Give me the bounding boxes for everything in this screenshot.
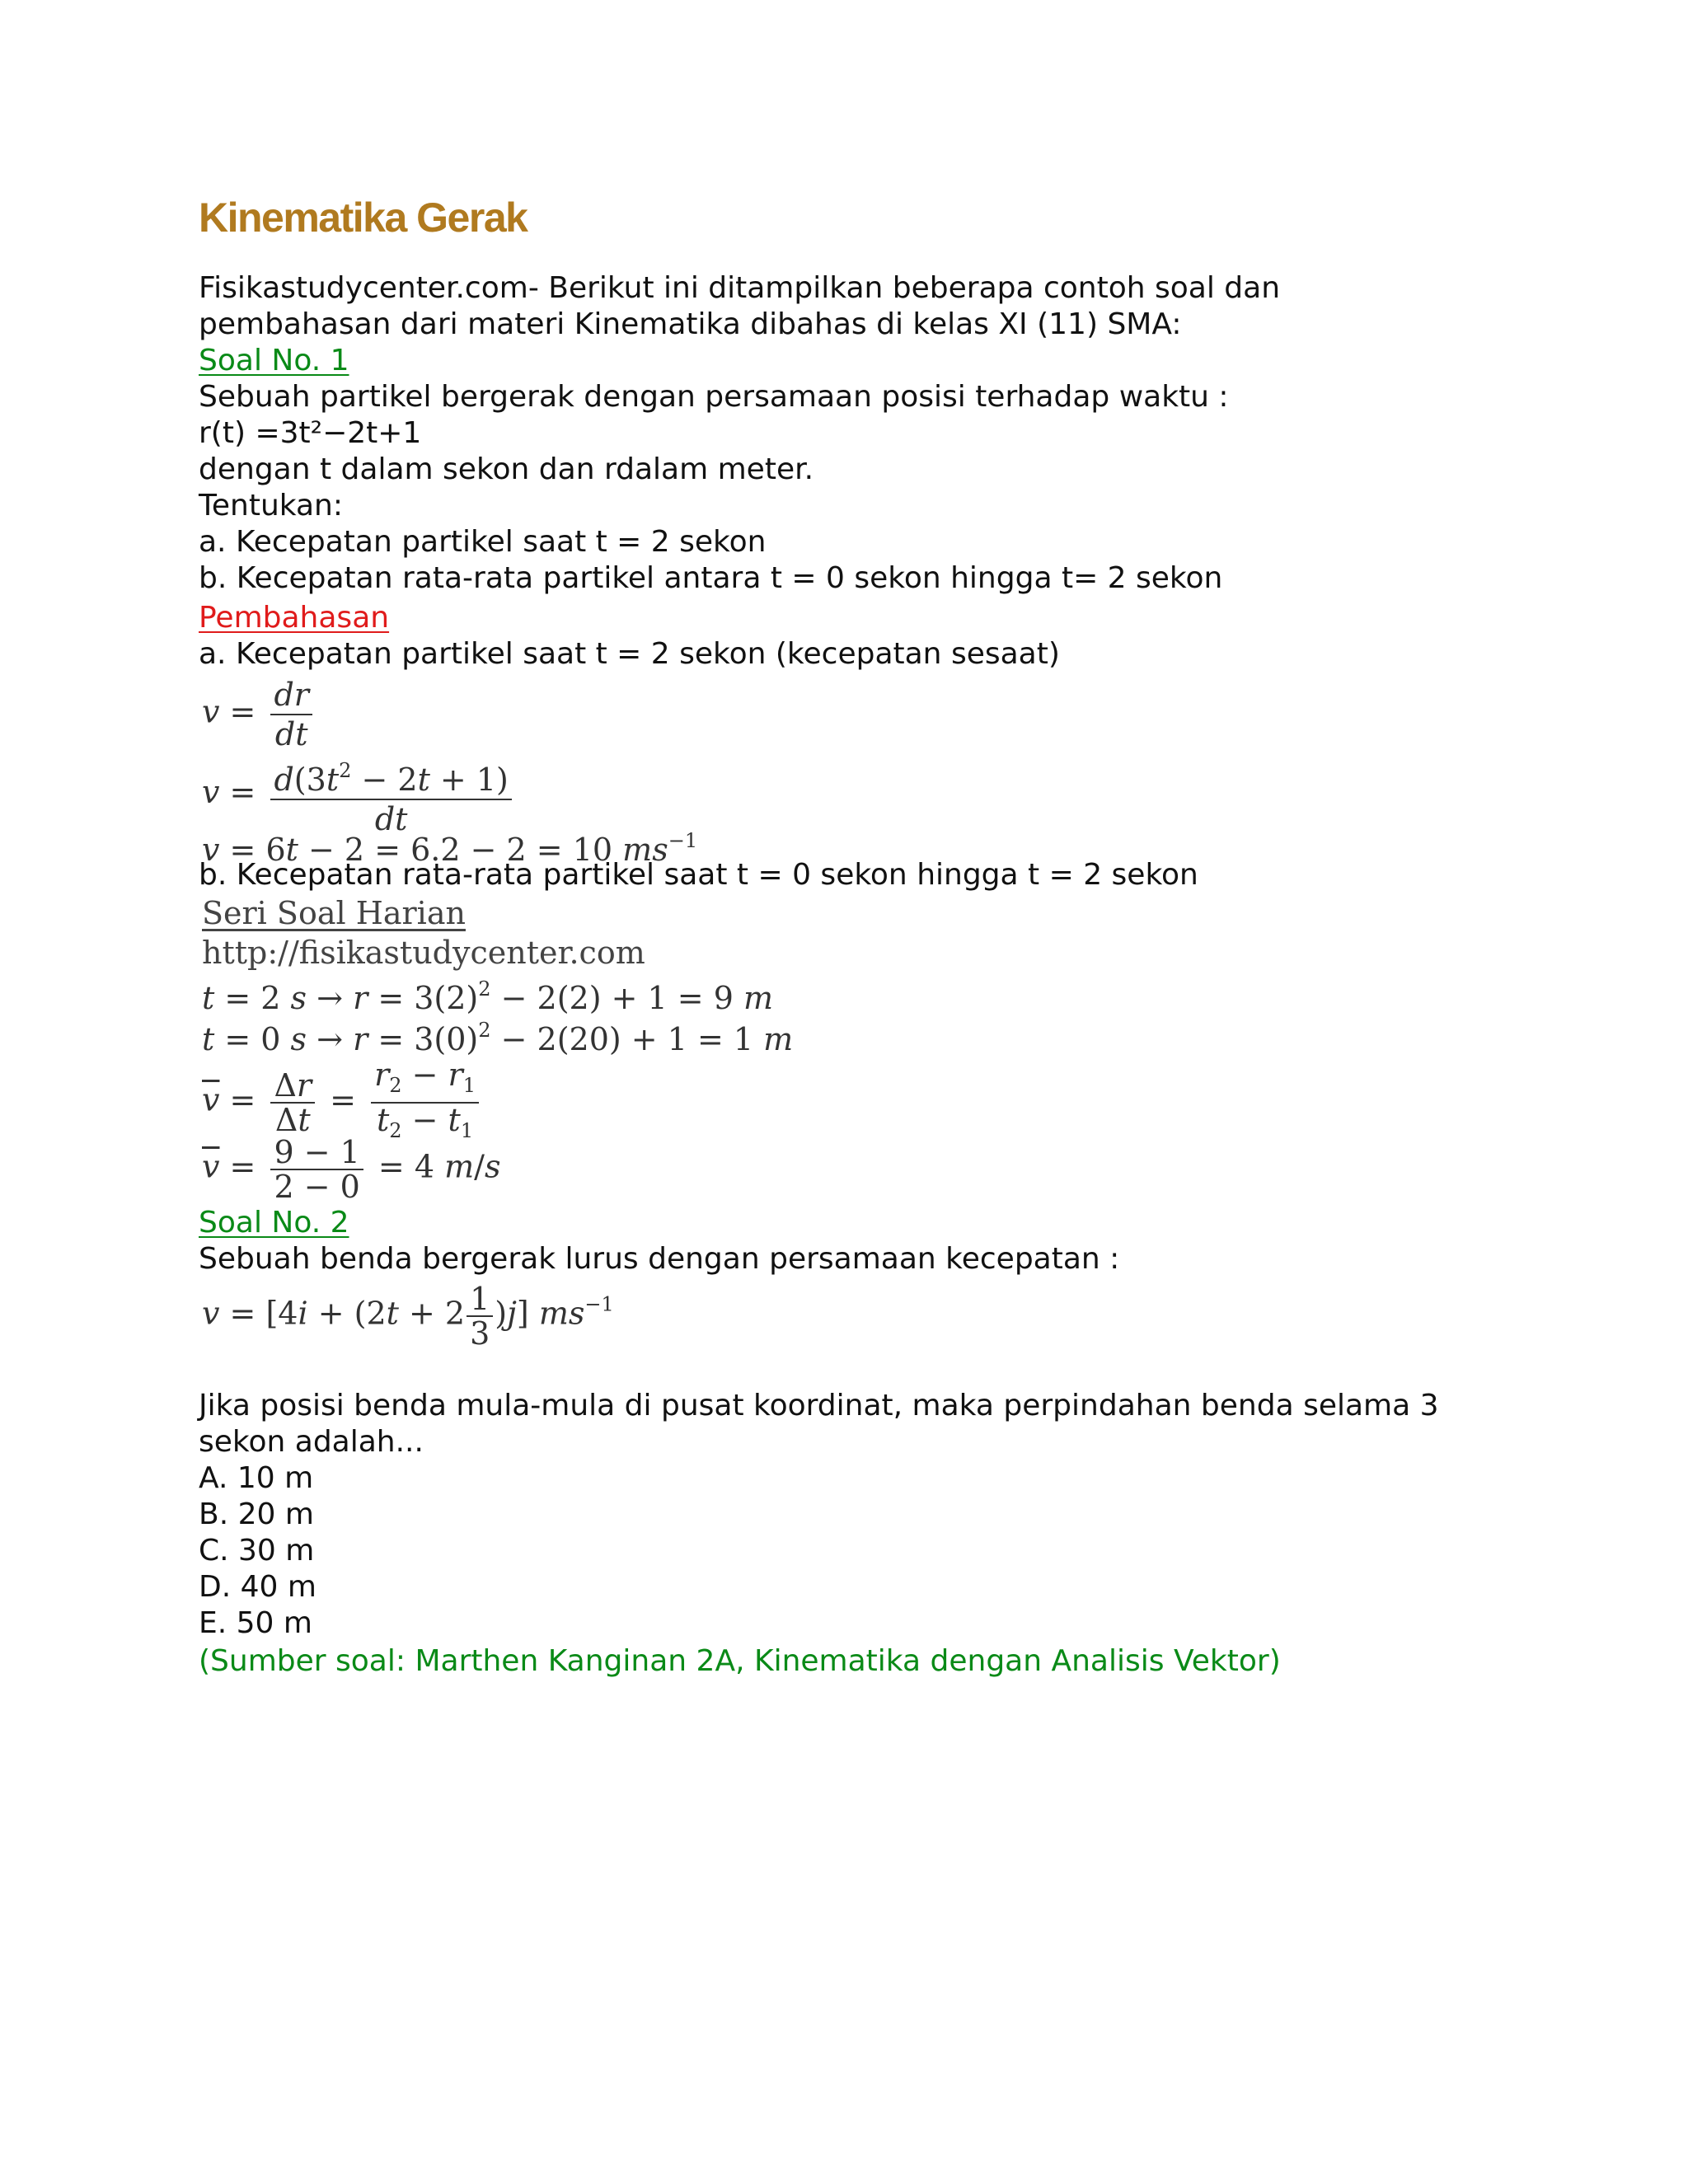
source-citation: (Sumber soal: Marthen Kanginan 2A, Kinematika dengan Analisis Vektor) xyxy=(199,1644,1281,1678)
soal-2-line-2: Jika posisi benda mula-mula di pusat koordinat, maka perpindahan benda selama 3 xyxy=(199,1389,1439,1422)
equation-velocity-vector: v = [4i + (2t + 2 $\frac{1}{3}$ )j] $ms^{-1}$ xyxy=(202,1281,614,1352)
pembahasan-heading: Pembahasan xyxy=(199,601,390,635)
soal-1-item-b: b. Kecepatan rata-rata partikel antara t = 0 sekon hingga t= 2 sekon xyxy=(199,561,1223,595)
equation-v-dr-dt: v = $\frac{dr}{dt}$ xyxy=(202,676,317,753)
page-title: Kinematika Gerak xyxy=(199,194,528,241)
option-c: C. 30 m xyxy=(199,1534,315,1568)
equation-v-result: v = 6t − 2 = 6.2 − 2 = 10 $ms^{-1}$ xyxy=(202,829,698,868)
option-e: E. 50 m xyxy=(199,1606,312,1640)
pembahasan-part-b: b. Kecepatan rata-rata partikel saat t = 0 sekon hingga t = 2 sekon xyxy=(199,858,1198,892)
intro-line-1: Fisikastudycenter.com- Berikut ini ditampilkan beberapa contoh soal dan xyxy=(199,271,1281,305)
soal-1-equation: r(t) =3t²−2t+1 xyxy=(199,416,422,450)
option-a: A. 10 m xyxy=(199,1461,314,1495)
option-d: D. 40 m xyxy=(199,1570,316,1604)
equation-vbar-result: $\overline{v}$ = $\frac{9 - 1}{2 - 0}$ = 4 m/s xyxy=(202,1134,501,1205)
watermark-seri-soal: Seri Soal Harian xyxy=(202,895,466,931)
equation-r-at-t2: t = 2 $s \to r = 3(2)^2 - 2(2) + 1 = 9$ m xyxy=(202,977,774,1016)
option-b: B. 20 m xyxy=(199,1497,314,1531)
equation-v-derivative: v = $\frac{d(3t^2 - 2t + 1)}{dt}$ xyxy=(202,752,517,838)
equation-r-at-t0: t = 0 $s \to r = 3(0)^2 - 2(20) + 1 = 1$ m xyxy=(202,1019,794,1057)
soal-1-heading: Soal No. 1 xyxy=(199,344,349,377)
soal-1-line-4: Tentukan: xyxy=(199,489,343,523)
watermark-url: http://fisikastudycenter.com xyxy=(202,935,645,971)
intro-line-2: pembahasan dari materi Kinematika dibahas di kelas XI (11) SMA: xyxy=(199,307,1182,341)
soal-1-item-a: a. Kecepatan partikel saat t = 2 sekon xyxy=(199,525,767,559)
pembahasan-part-a: a. Kecepatan partikel saat t = 2 sekon (kecepatan sesaat) xyxy=(199,637,1060,671)
soal-2-line-3: sekon adalah... xyxy=(199,1425,424,1459)
soal-1-line-1: Sebuah partikel bergerak dengan persamaan posisi terhadap waktu : xyxy=(199,380,1229,414)
soal-2-heading: Soal No. 2 xyxy=(199,1206,349,1240)
soal-2-line-1: Sebuah benda bergerak lurus dengan persamaan kecepatan : xyxy=(199,1242,1120,1276)
soal-1-line-3: dengan t dalam sekon dan rdalam meter. xyxy=(199,452,814,486)
equation-vbar-definition: $\overline{v}$ = $\frac{\Delta r}{\Delta t}$ = $\frac{r_2 - r_1}{t_2 - t_1}$ xyxy=(202,1058,484,1147)
